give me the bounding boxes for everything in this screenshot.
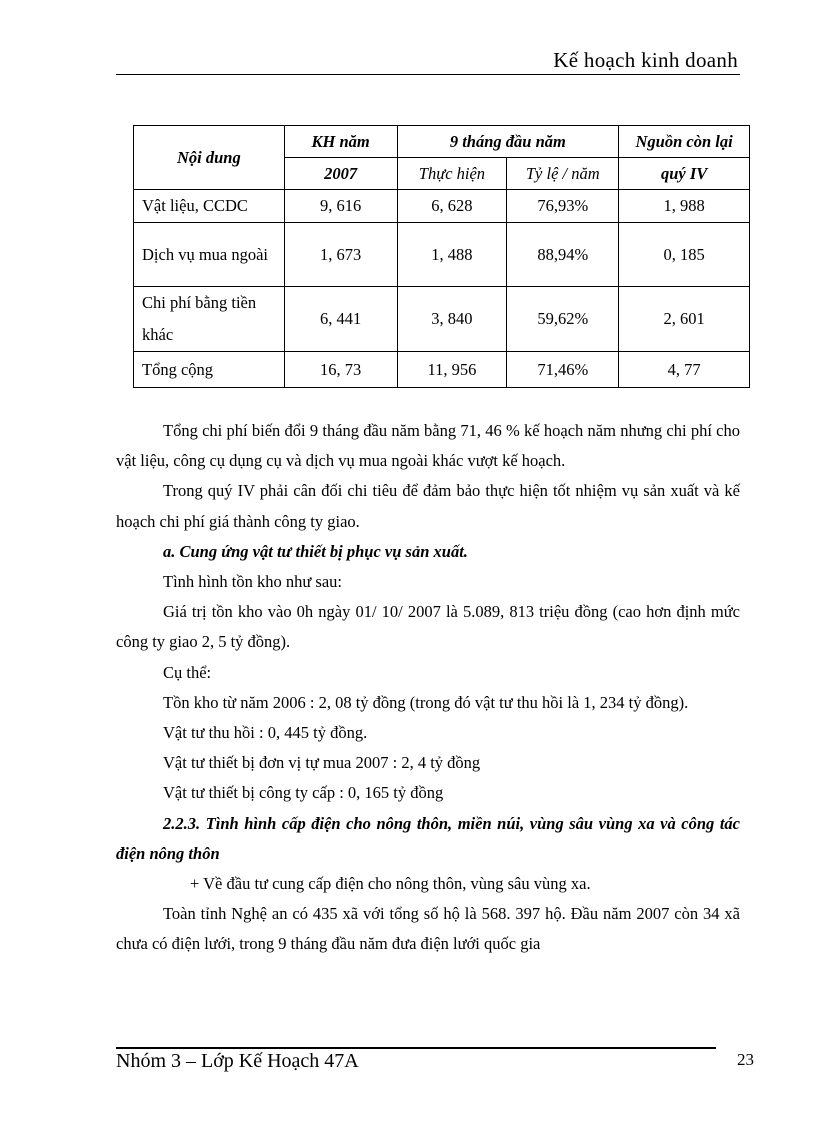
page-header-title: Kế hoạch kinh doanh bbox=[553, 48, 738, 72]
row-label: Tổng cộng bbox=[134, 352, 285, 388]
row-remaining: 2, 601 bbox=[619, 287, 750, 352]
col-remaining-header-bottom: quý IV bbox=[619, 158, 750, 190]
row-done: 11, 956 bbox=[397, 352, 507, 388]
row-plan: 9, 616 bbox=[284, 190, 397, 223]
col-done-header: Thực hiện bbox=[397, 158, 507, 190]
row-remaining: 4, 77 bbox=[619, 352, 750, 388]
col-content-header: Nội dung bbox=[134, 126, 285, 190]
col-plan-header-bottom: 2007 bbox=[284, 158, 397, 190]
row-label: Chi phí bằng tiền khác bbox=[134, 287, 285, 352]
paragraph: Tổng chi phí biến đổi 9 tháng đầu năm bằng 71, 46 % kế hoạch năm nhưng chi phí cho vật liệu, công cụ dụng cụ và dịch vụ mua ngoài khác vượt kế hoạch. bbox=[116, 421, 740, 471]
row-ratio: 59,62% bbox=[507, 287, 619, 352]
col-plan-header-top: KH năm bbox=[284, 126, 397, 158]
body-text bbox=[116, 416, 740, 960]
paragraph: Trong quý IV phải cân đối chi tiêu để đảm bảo thực hiện tốt nhiệm vụ sản xuất và kế hoạch chi phí giá thành công ty giao. bbox=[116, 481, 740, 531]
row-done: 1, 488 bbox=[397, 223, 507, 287]
paragraph: + Về đầu tư cung cấp điện cho nông thôn, vùng sâu vùng xa. bbox=[190, 874, 591, 894]
col-nine-months-header: 9 tháng đầu năm bbox=[397, 126, 619, 158]
page-number: 23 bbox=[737, 1050, 754, 1069]
row-ratio: 76,93% bbox=[507, 190, 619, 223]
table-row bbox=[134, 287, 750, 352]
row-done: 6, 628 bbox=[397, 190, 507, 223]
row-label: Vật liệu, CCDC bbox=[134, 190, 285, 223]
paragraph: Tồn kho từ năm 2006 : 2, 08 tỷ đồng (trong đó vật tư thu hồi là 1, 234 tỷ đồng). bbox=[163, 692, 689, 712]
row-remaining: 1, 988 bbox=[619, 190, 750, 223]
cost-table bbox=[133, 125, 750, 388]
table-row bbox=[134, 352, 750, 388]
paragraph: Cụ thể: bbox=[163, 662, 212, 682]
col-remaining-header-top: Nguồn còn lại bbox=[619, 126, 750, 158]
paragraph: Vật tư thiết bị đơn vị tự mua 2007 : 2, 4 tỷ đồng bbox=[163, 753, 481, 773]
header-divider bbox=[116, 74, 740, 75]
row-plan: 16, 73 bbox=[284, 352, 397, 388]
row-done: 3, 840 bbox=[397, 287, 507, 352]
row-ratio: 71,46% bbox=[507, 352, 619, 388]
paragraph: Giá trị tồn kho vào 0h ngày 01/ 10/ 2007 là 5.089, 813 triệu đồng (cao hơn định mức công ty giao 2, 5 tỷ đồng). bbox=[116, 602, 740, 652]
table-row bbox=[134, 190, 750, 223]
footer-divider bbox=[116, 1047, 716, 1049]
paragraph: Vật tư thu hồi : 0, 445 tỷ đồng. bbox=[163, 723, 368, 743]
paragraph: Tình hình tồn kho như sau: bbox=[163, 572, 342, 592]
paragraph: Toàn tỉnh Nghệ an có 435 xã với tổng số hộ là 568. 397 hộ. Đầu năm 2007 còn 34 xã chưa có điện lưới, trong 9 tháng đầu năm đưa điện lưới quốc gia bbox=[116, 904, 740, 954]
row-label: Dịch vụ mua ngoài bbox=[134, 223, 285, 287]
row-plan: 6, 441 bbox=[284, 287, 397, 352]
row-remaining: 0, 185 bbox=[619, 223, 750, 287]
row-plan: 1, 673 bbox=[284, 223, 397, 287]
table-row bbox=[134, 223, 750, 287]
row-ratio: 88,94% bbox=[507, 223, 619, 287]
section-heading-a: a. Cung ứng vật tư thiết bị phục vụ sản xuất. bbox=[163, 541, 468, 561]
footer-group-label: Nhóm 3 – Lớp Kế Hoạch 47A bbox=[116, 1050, 359, 1072]
col-ratio-header: Tỷ lệ / năm bbox=[507, 158, 619, 190]
paragraph: Vật tư thiết bị công ty cấp : 0, 165 tỷ đồng bbox=[163, 783, 444, 803]
section-heading-2-2-3: 2.2.3. Tình hình cấp điện cho nông thôn, miền núi, vùng sâu vùng xa và công tác điện nông thôn bbox=[116, 813, 740, 863]
